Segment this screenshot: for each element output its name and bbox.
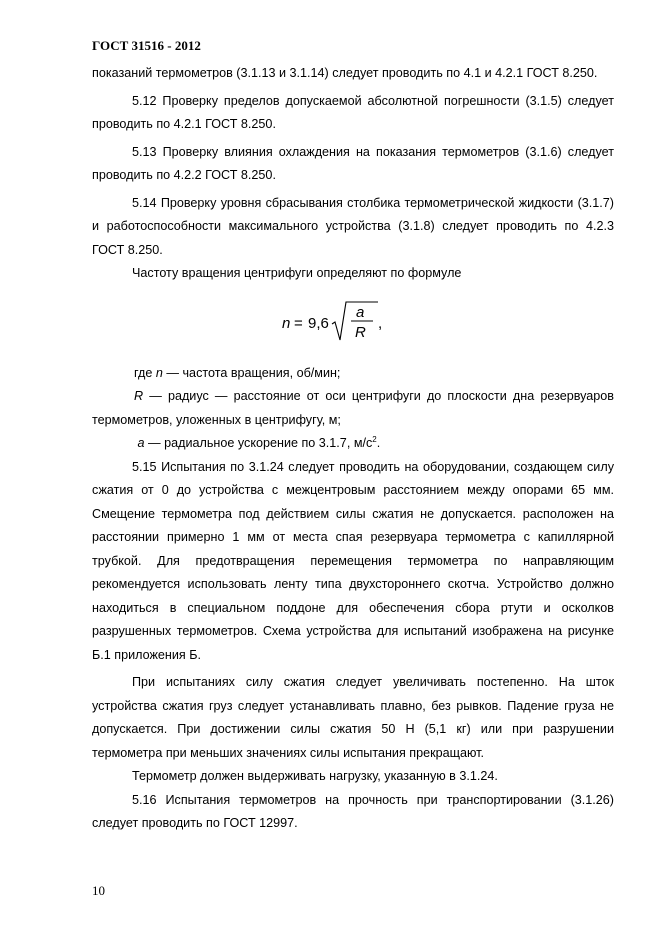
definition-r — [92, 385, 614, 432]
symbol-a: a — [137, 436, 145, 450]
definition-r-text: — радиус — расстояние от оси центрифуги до плоскости дна резервуаров термометров, уложенных в центрифугу, м; — [92, 389, 614, 427]
definition-a — [92, 432, 614, 456]
paragraph-compression: При испытаниях силу сжатия следует увеличивать постепенно. На шток устройства сжатия груз следует устанавливать плавно, без рывков. Падение груза не допускается. При достижении силы сжатия 50 Н (5,1 кг) или при разрушении термометра при меньших значениях силы испытания прекращают. — [92, 675, 614, 760]
formula-block — [92, 294, 614, 354]
definition-n-text: — частота вращения, об/мин; — [162, 365, 341, 380]
paragraph-hold-load: Термометр должен выдерживать нагрузку, указанную в 3.1.24. — [132, 769, 498, 783]
paragraph-5-12: 5.12 Проверку пределов допускаемой абсолютной погрешности (3.1.5) следует проводить по 4.2.1 ГОСТ 8.250. — [92, 93, 614, 131]
page-number: 10 — [92, 883, 105, 898]
formula-numerator: a — [356, 303, 365, 321]
formula-coefficient: 9,6 — [308, 314, 329, 332]
formula-denominator: R — [355, 323, 366, 341]
superscript-two: 2 — [372, 435, 377, 444]
paragraph-5-13: 5.13 Проверку влияния охлаждения на показания термометров (3.1.6) следует проводить по 4.2.2 ГОСТ 8.250. — [92, 144, 614, 182]
symbol-r: R — [134, 389, 144, 403]
document-header: ГОСТ 31516 - 2012 — [92, 38, 201, 53]
paragraph-frequency-intro: Частоту вращения центрифуги определяют по формуле — [132, 266, 462, 280]
paragraph-5-16: 5.16 Испытания термометров на прочность при транспортировании (3.1.26) следует проводить по ГОСТ 12997. — [92, 792, 614, 830]
where-word: где — [134, 365, 153, 380]
definition-n — [92, 362, 614, 386]
formula-comma: , — [378, 314, 383, 332]
definition-a-text: — радиальное ускорение по 3.1.7, м/с — [144, 436, 373, 450]
paragraph-continuation: показаний термометров (3.1.13 и 3.1.14) следует проводить по 4.1 и 4.2.1 ГОСТ 8.250. — [92, 66, 598, 80]
formula-lhs: n — [282, 314, 291, 332]
document-body — [92, 62, 614, 836]
paragraph-5-14: 5.14 Проверку уровня сбрасывания столбика термометрической жидкости (3.1.7) и работоспособности максимального устройства (3.1.8) следует проводить по 4.2.3 ГОСТ 8.250. — [92, 195, 614, 257]
paragraph-5-15: 5.15 Испытания по 3.1.24 следует проводить на оборудовании, создающем силу сжатия от 0 до устройства с межцентровым расстоянием между опорами 65 мм. Смещение термометра под действием силы сжатия не допускается. расположен на расстоянии примерно 1 мм от места спая резервуара термометра с капиллярной трубкой. Для предотвращения перемещения термометра по направляющим рекомендуется использовать ленту типа двухстороннего скотча. Устройство должно находиться в специальном поддоне для обеспечения сбора ртути и осколков разрушенных термометров. Схема устройства для испытаний изображена на рисунке Б.1 приложения Б. — [92, 459, 614, 662]
definition-a-end: . — [376, 436, 381, 450]
symbol-n: n — [155, 365, 163, 380]
frequency-formula — [272, 296, 392, 352]
formula-equals: = — [294, 314, 303, 332]
